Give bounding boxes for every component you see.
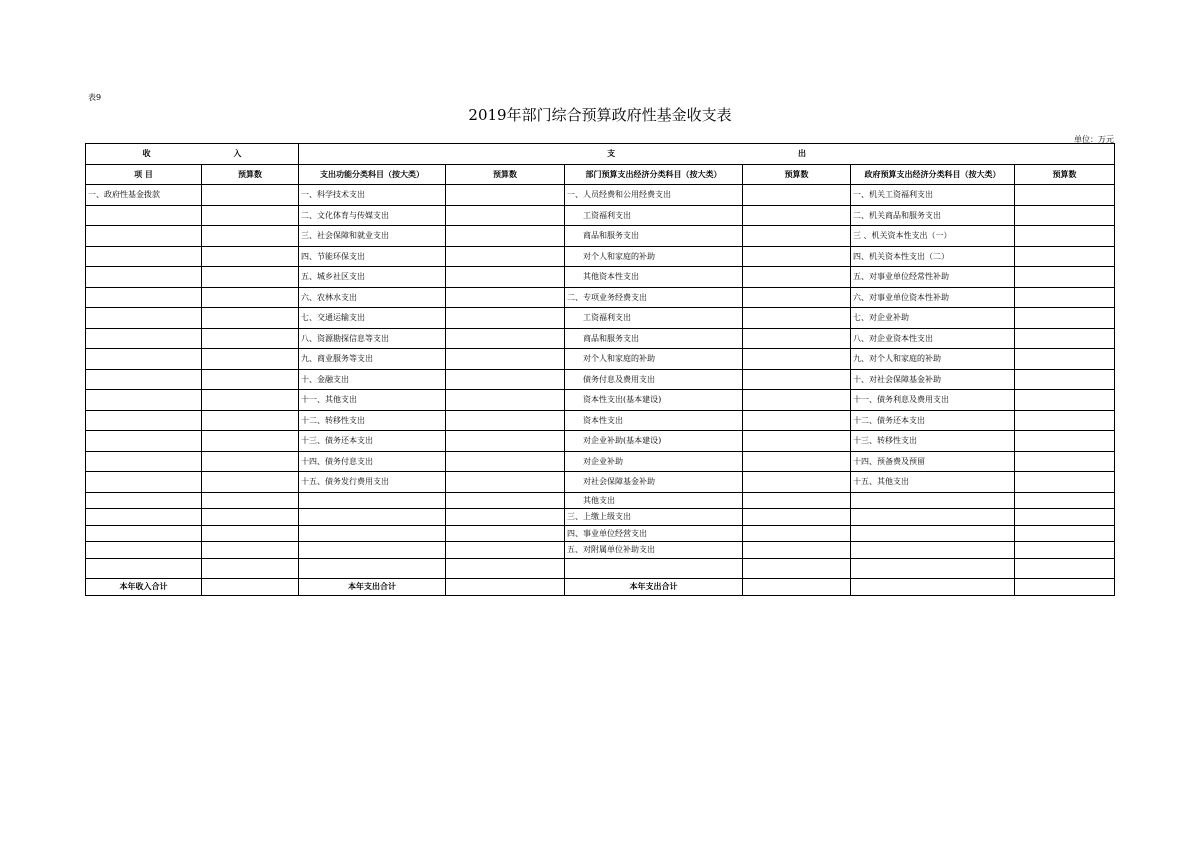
income-item-cell — [86, 369, 202, 390]
income-item-cell — [86, 492, 202, 509]
func-item-cell: 五、城乡社区支出 — [299, 267, 446, 288]
gov-item-cell: 五、对事业单位经常性补助 — [851, 267, 1015, 288]
gov-budget-cell — [1015, 287, 1115, 308]
table-row — [86, 431, 1115, 452]
gov-budget-cell — [1015, 509, 1115, 526]
dept-budget-cell — [743, 328, 851, 349]
income-item-cell — [86, 308, 202, 329]
dept-budget-cell — [743, 451, 851, 472]
income-item-cell — [86, 542, 202, 559]
gov-item-cell — [851, 492, 1015, 509]
gov-budget-cell — [1015, 308, 1115, 329]
table-row — [86, 308, 1115, 329]
income-budget-cell — [202, 328, 299, 349]
dept-budget-cell — [743, 410, 851, 431]
table-row — [86, 267, 1115, 288]
income-item-cell — [86, 267, 202, 288]
col-header-gov: 政府预算支出经济分类科目（按大类） — [851, 164, 1015, 185]
func-item-cell: 九、商业服务等支出 — [299, 349, 446, 370]
dept-item-cell: 三、上缴上级支出 — [565, 509, 743, 526]
gov-budget-cell — [1015, 369, 1115, 390]
gov-budget-cell — [1015, 328, 1115, 349]
expense-total-value-2 — [743, 579, 851, 596]
gov-item-cell — [851, 542, 1015, 559]
budget-table — [85, 143, 1115, 596]
func-budget-cell — [446, 525, 565, 542]
page-title: 2019年部门综合预算政府性基金收支表 — [468, 106, 732, 124]
income-budget-cell — [202, 308, 299, 329]
dept-budget-cell — [743, 542, 851, 559]
gov-item-cell: 六、对事业单位资本性补助 — [851, 287, 1015, 308]
gov-budget-cell — [1015, 542, 1115, 559]
func-item-cell — [299, 525, 446, 542]
func-budget-cell — [446, 328, 565, 349]
func-budget-cell — [446, 509, 565, 526]
income-item-cell — [86, 328, 202, 349]
expense-total-label-2: 本年支出合计 — [565, 579, 743, 596]
gov-budget-cell — [1015, 205, 1115, 226]
func-budget-cell — [446, 226, 565, 247]
column-header-row — [86, 164, 1115, 185]
func-item-cell: 四、节能环保支出 — [299, 246, 446, 267]
income-item-cell — [86, 349, 202, 370]
func-budget-cell — [446, 558, 565, 579]
expense-total-value-3 — [1015, 579, 1115, 596]
income-item-cell — [86, 226, 202, 247]
func-budget-cell — [446, 390, 565, 411]
func-item-cell: 二、文化体育与传媒支出 — [299, 205, 446, 226]
dept-budget-cell — [743, 287, 851, 308]
expense-group-header: 支 出 — [299, 144, 1115, 165]
gov-item-cell — [851, 525, 1015, 542]
func-budget-cell — [446, 451, 565, 472]
dept-item-cell: 对个人和家庭的补助 — [565, 246, 743, 267]
gov-item-cell — [851, 509, 1015, 526]
func-item-cell: 十一、其他支出 — [299, 390, 446, 411]
gov-budget-cell — [1015, 410, 1115, 431]
gov-item-cell: 三 、机关资本性支出（一） — [851, 226, 1015, 247]
func-item-cell — [299, 492, 446, 509]
table-row — [86, 328, 1115, 349]
dept-item-cell: 对企业补助(基本建设) — [565, 431, 743, 452]
gov-budget-cell — [1015, 431, 1115, 452]
income-budget-cell — [202, 226, 299, 247]
income-budget-cell — [202, 525, 299, 542]
func-budget-cell — [446, 246, 565, 267]
income-budget-cell — [202, 287, 299, 308]
gov-budget-cell — [1015, 451, 1115, 472]
dept-budget-cell — [743, 525, 851, 542]
table-row — [86, 205, 1115, 226]
dept-item-cell: 四、事业单位经营支出 — [565, 525, 743, 542]
table-row — [86, 369, 1115, 390]
dept-budget-cell — [743, 369, 851, 390]
income-item-cell — [86, 472, 202, 493]
table-row — [86, 410, 1115, 431]
group-header-row — [86, 144, 1115, 165]
func-item-cell: 八、资源勘探信息等支出 — [299, 328, 446, 349]
dept-budget-cell — [743, 472, 851, 493]
func-budget-cell — [446, 369, 565, 390]
table-row — [86, 390, 1115, 411]
dept-budget-cell — [743, 509, 851, 526]
dept-budget-cell — [743, 308, 851, 329]
func-budget-cell — [446, 349, 565, 370]
table-number: 表9 — [88, 93, 102, 102]
func-budget-cell — [446, 308, 565, 329]
gov-item-cell: 二、机关商品和服务支出 — [851, 205, 1015, 226]
table-row — [86, 472, 1115, 493]
gov-budget-cell — [1015, 267, 1115, 288]
dept-item-cell: 资本性支出 — [565, 410, 743, 431]
dept-item-cell: 商品和服务支出 — [565, 328, 743, 349]
income-item-cell — [86, 451, 202, 472]
gov-budget-cell — [1015, 492, 1115, 509]
func-item-cell: 十五、债务发行费用支出 — [299, 472, 446, 493]
table-row — [86, 509, 1115, 526]
income-item-cell — [86, 246, 202, 267]
income-budget-cell — [202, 542, 299, 559]
col-header-budget-4: 预算数 — [1015, 164, 1115, 185]
gov-item-cell: 八、对企业资本性支出 — [851, 328, 1015, 349]
dept-item-cell: 一、人员经费和公用经费支出 — [565, 185, 743, 206]
dept-budget-cell — [743, 185, 851, 206]
dept-item-cell: 对个人和家庭的补助 — [565, 349, 743, 370]
gov-budget-cell — [1015, 246, 1115, 267]
table-row — [86, 185, 1115, 206]
dept-budget-cell — [743, 226, 851, 247]
func-budget-cell — [446, 185, 565, 206]
table-row — [86, 287, 1115, 308]
dept-budget-cell — [743, 390, 851, 411]
table-row — [86, 542, 1115, 559]
income-budget-cell — [202, 492, 299, 509]
table-row — [86, 349, 1115, 370]
func-item-cell: 十二、转移性支出 — [299, 410, 446, 431]
totals-row — [86, 579, 1115, 596]
income-budget-cell — [202, 509, 299, 526]
income-budget-cell — [202, 349, 299, 370]
table-row — [86, 492, 1115, 509]
func-item-cell — [299, 509, 446, 526]
dept-item-cell: 工资福利支出 — [565, 205, 743, 226]
expense-total-value-1 — [446, 579, 565, 596]
func-budget-cell — [446, 542, 565, 559]
table-row — [86, 558, 1115, 579]
gov-budget-cell — [1015, 525, 1115, 542]
unit-label: 单位：万元 — [1074, 135, 1114, 144]
table-row — [86, 226, 1115, 247]
col-header-dept: 部门预算支出经济分类科目（按大类） — [565, 164, 743, 185]
gov-item-cell: 九、对个人和家庭的补助 — [851, 349, 1015, 370]
dept-item-cell: 二、专项业务经费支出 — [565, 287, 743, 308]
income-budget-cell — [202, 267, 299, 288]
table-row — [86, 525, 1115, 542]
dept-budget-cell — [743, 558, 851, 579]
col-header-func: 支出功能分类科目（按大类） — [299, 164, 446, 185]
gov-item-cell: 七、对企业补助 — [851, 308, 1015, 329]
func-budget-cell — [446, 267, 565, 288]
dept-budget-cell — [743, 267, 851, 288]
income-item-cell — [86, 558, 202, 579]
gov-item-cell: 十三、转移性支出 — [851, 431, 1015, 452]
gov-item-cell: 十四、预备费及预留 — [851, 451, 1015, 472]
func-item-cell: 三、社会保障和就业支出 — [299, 226, 446, 247]
gov-budget-cell — [1015, 226, 1115, 247]
dept-budget-cell — [743, 349, 851, 370]
dept-item-cell: 工资福利支出 — [565, 308, 743, 329]
gov-item-cell: 一、机关工资福利支出 — [851, 185, 1015, 206]
income-item-cell — [86, 205, 202, 226]
func-budget-cell — [446, 205, 565, 226]
col-header-budget-1: 预算数 — [202, 164, 299, 185]
table-row — [86, 451, 1115, 472]
gov-budget-cell — [1015, 558, 1115, 579]
func-item-cell: 十四、债务付息支出 — [299, 451, 446, 472]
income-budget-cell — [202, 390, 299, 411]
dept-item-cell: 对社会保障基金补助 — [565, 472, 743, 493]
gov-item-cell: 十五、其他支出 — [851, 472, 1015, 493]
income-budget-cell — [202, 558, 299, 579]
gov-budget-cell — [1015, 185, 1115, 206]
col-header-item: 项 目 — [86, 164, 202, 185]
gov-item-cell: 十二、债务还本支出 — [851, 410, 1015, 431]
gov-item-cell: 十、对社会保障基金补助 — [851, 369, 1015, 390]
income-budget-cell — [202, 410, 299, 431]
dept-budget-cell — [743, 431, 851, 452]
dept-item-cell — [565, 558, 743, 579]
dept-item-cell: 债务付息及费用支出 — [565, 369, 743, 390]
income-item-cell — [86, 287, 202, 308]
dept-budget-cell — [743, 246, 851, 267]
gov-budget-cell — [1015, 472, 1115, 493]
gov-budget-cell — [1015, 390, 1115, 411]
income-budget-cell — [202, 246, 299, 267]
income-item-cell — [86, 525, 202, 542]
func-item-cell: 七、交通运输支出 — [299, 308, 446, 329]
income-budget-cell — [202, 369, 299, 390]
dept-item-cell: 资本性支出(基本建设) — [565, 390, 743, 411]
func-item-cell — [299, 542, 446, 559]
func-item-cell: 六、农林水支出 — [299, 287, 446, 308]
func-budget-cell — [446, 287, 565, 308]
func-item-cell: 十三、债务还本支出 — [299, 431, 446, 452]
income-budget-cell — [202, 205, 299, 226]
dept-budget-cell — [743, 205, 851, 226]
expense-total-label-1: 本年支出合计 — [299, 579, 446, 596]
income-item-cell — [86, 390, 202, 411]
income-item-cell — [86, 431, 202, 452]
income-budget-cell — [202, 431, 299, 452]
func-budget-cell — [446, 431, 565, 452]
expense-total-label-3 — [851, 579, 1015, 596]
dept-item-cell: 对企业补助 — [565, 451, 743, 472]
income-item-cell — [86, 410, 202, 431]
income-budget-cell — [202, 185, 299, 206]
dept-item-cell: 其他支出 — [565, 492, 743, 509]
income-budget-cell — [202, 451, 299, 472]
table-row — [86, 246, 1115, 267]
income-total-value — [202, 579, 299, 596]
func-budget-cell — [446, 410, 565, 431]
func-budget-cell — [446, 472, 565, 493]
gov-item-cell: 四、机关资本性支出（二） — [851, 246, 1015, 267]
func-item-cell: 一、科学技术支出 — [299, 185, 446, 206]
gov-item-cell: 十一、债务利息及费用支出 — [851, 390, 1015, 411]
income-group-header: 收 入 — [86, 144, 299, 165]
func-item-cell: 十、金融支出 — [299, 369, 446, 390]
dept-item-cell: 商品和服务支出 — [565, 226, 743, 247]
col-header-budget-3: 预算数 — [743, 164, 851, 185]
func-item-cell — [299, 558, 446, 579]
func-budget-cell — [446, 492, 565, 509]
gov-budget-cell — [1015, 349, 1115, 370]
dept-item-cell: 其他资本性支出 — [565, 267, 743, 288]
dept-budget-cell — [743, 492, 851, 509]
income-total-label: 本年收入合计 — [86, 579, 202, 596]
col-header-budget-2: 预算数 — [446, 164, 565, 185]
dept-item-cell: 五、对附属单位补助支出 — [565, 542, 743, 559]
income-item-cell — [86, 509, 202, 526]
income-budget-cell — [202, 472, 299, 493]
gov-item-cell — [851, 558, 1015, 579]
income-item-cell: 一、政府性基金拨款 — [86, 185, 202, 206]
